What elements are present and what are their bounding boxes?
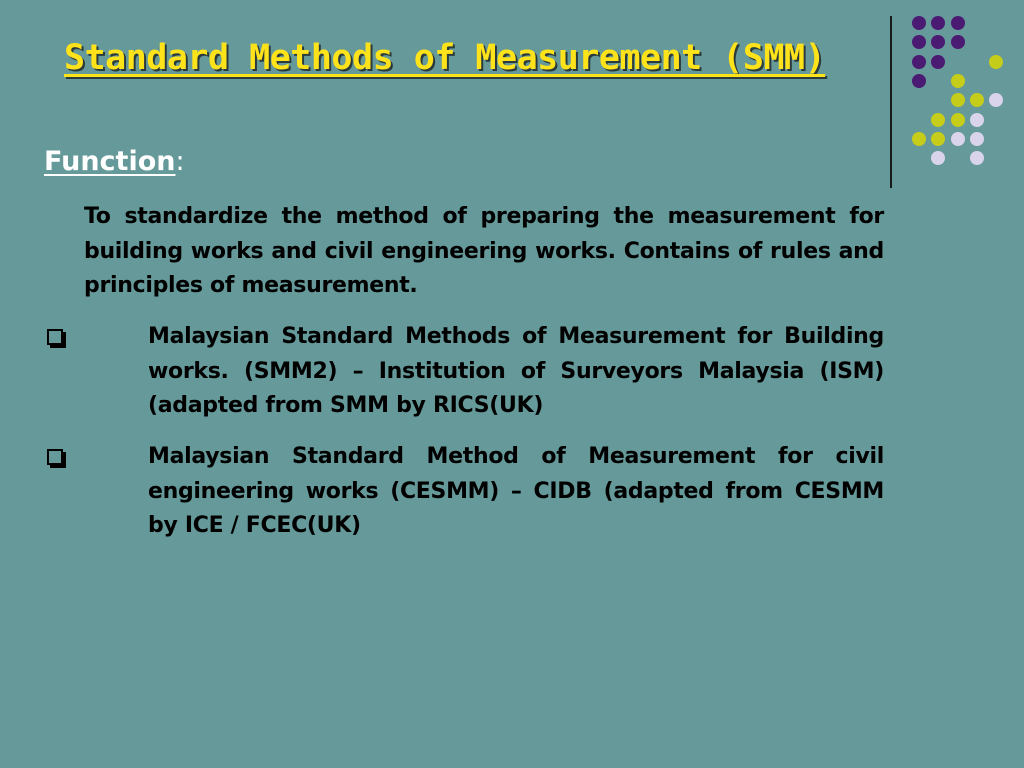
decorative-dot-purple <box>912 16 926 30</box>
bullet-item-cesmm: Malaysian Standard Method of Measurement for civil engineering works (CESMM) – CIDB (adapted from CESMM by ICE / FCEC(UK) <box>148 444 884 538</box>
decorative-dot-lime <box>912 132 926 146</box>
function-heading <box>44 146 185 177</box>
function-heading-word: Function <box>44 146 176 177</box>
decorative-dot-lavender <box>970 151 984 165</box>
decorative-dot-lime <box>989 55 1003 69</box>
decorative-dot-lime <box>931 113 945 127</box>
function-description: To standardize the method of preparing the measurement for building works and civil engineering works. Contains of rules and principles of measurement. <box>84 204 884 298</box>
decorative-dot-purple <box>912 74 926 88</box>
decorative-dot-lavender <box>970 113 984 127</box>
decorative-dot-lime <box>970 93 984 107</box>
vertical-divider <box>890 16 892 188</box>
decorative-dot-lime <box>951 93 965 107</box>
decorative-dot-lavender <box>931 151 945 165</box>
decorative-dot-purple <box>912 55 926 69</box>
decorative-dot-lime <box>951 74 965 88</box>
function-heading-colon: : <box>175 146 185 177</box>
decorative-dot-purple <box>912 35 926 49</box>
checkbox-bullet-icon <box>47 329 63 345</box>
checkbox-bullet-icon <box>47 449 63 465</box>
decorative-dot-purple <box>951 16 965 30</box>
decorative-dot-purple <box>931 55 945 69</box>
decorative-dot-lavender <box>989 93 1003 107</box>
decorative-dot-purple <box>931 16 945 30</box>
slide-title: Standard Methods of Measurement (SMM) <box>64 38 826 78</box>
bullet-item-smm2: Malaysian Standard Methods of Measurement for Building works. (SMM2) – Institution of Surveyors Malaysia (ISM) (adapted from SMM by RICS(UK) <box>148 324 884 418</box>
decorative-dot-lime <box>951 113 965 127</box>
decorative-dot-lavender <box>970 132 984 146</box>
decorative-dot-lime <box>931 132 945 146</box>
decorative-dot-purple <box>951 35 965 49</box>
decorative-dot-lavender <box>951 132 965 146</box>
decorative-dot-purple <box>931 35 945 49</box>
